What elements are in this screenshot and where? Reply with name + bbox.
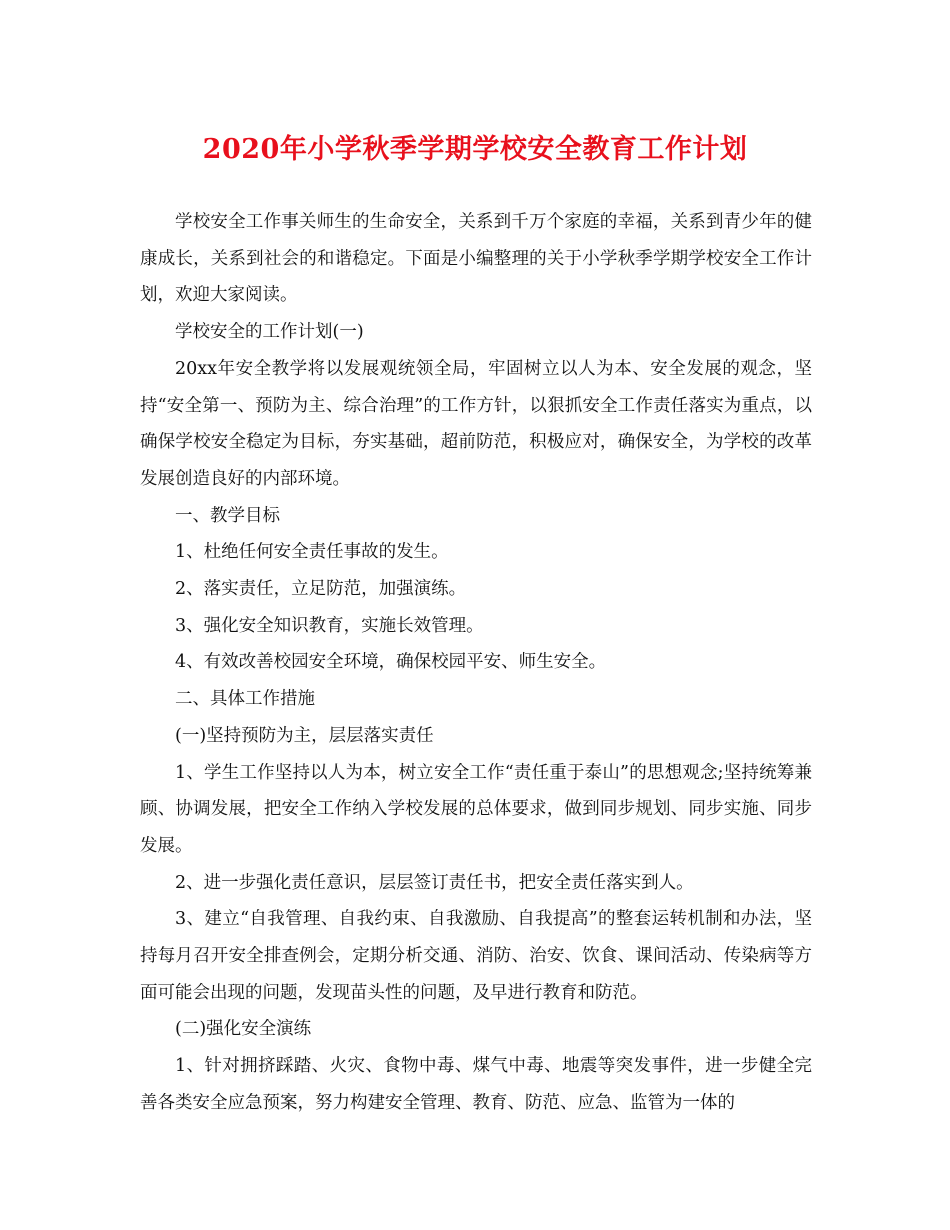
- document-body: [140, 204, 812, 1122]
- section-heading: 二、具体工作措施: [175, 689, 315, 710]
- subsection-heading: (一)坚持预防为主，层层落实责任: [175, 725, 434, 746]
- subsection-heading: (二)强化安全演练: [175, 1019, 312, 1040]
- list-item: 3、强化安全知识教育，实施长效管理。: [175, 615, 484, 636]
- list-item: 3、建立“自我管理、自我约束、自我激励、自我提高”的整套运转机制和办法，坚持每月召开安全排查例会，定期分析交通、消防、治安、饮食、课间活动、传染病等方面可能会出现的问题，发现苗头性的问题，及早进行教育和防范。: [140, 909, 812, 1003]
- list-item: 4、有效改善校园安全环境，确保校园平安、师生安全。: [175, 652, 607, 673]
- section-heading: 一、教学目标: [175, 505, 280, 526]
- paragraph: 20xx年安全教学将以发展观统领全局，牢固树立以人为本、安全发展的观念，坚持“安全第一、预防为主、综合治理”的工作方针，以狠抓安全工作责任落实为重点，以确保学校安全稳定为目标，夯实基础，超前防范，积极应对，确保安全，为学校的改革发展创造良好的内部环境。: [140, 358, 812, 489]
- list-item: 1、针对拥挤踩踏、火灾、食物中毒、煤气中毒、地震等突发事件，进一步健全完善各类安全应急预案，努力构建安全管理、教育、防范、应急、监管为一体的: [140, 1056, 812, 1113]
- list-item: 2、进一步强化责任意识，层层签订责任书，把安全责任落实到人。: [175, 872, 694, 893]
- section-heading: 学校安全的工作计划(一): [175, 322, 364, 343]
- list-item: 1、学生工作坚持以人为本，树立安全工作“责任重于泰山”的思想观念;坚持统筹兼顾、协调发展，把安全工作纳入学校发展的总体要求，做到同步规划、同步实施、同步发展。: [140, 762, 812, 856]
- paragraph-intro: 学校安全工作事关师生的生命安全，关系到千万个家庭的幸福，关系到青少年的健康成长，关系到社会的和谐稳定。下面是小编整理的关于小学秋季学期学校安全工作计划，欢迎大家阅读。: [140, 212, 812, 306]
- list-item: 2、落实责任，立足防范，加强演练。: [175, 579, 467, 600]
- list-item: 1、杜绝任何安全责任事故的发生。: [175, 542, 449, 563]
- document-title: 2020年小学秋季学期学校安全教育工作计划: [202, 134, 748, 165]
